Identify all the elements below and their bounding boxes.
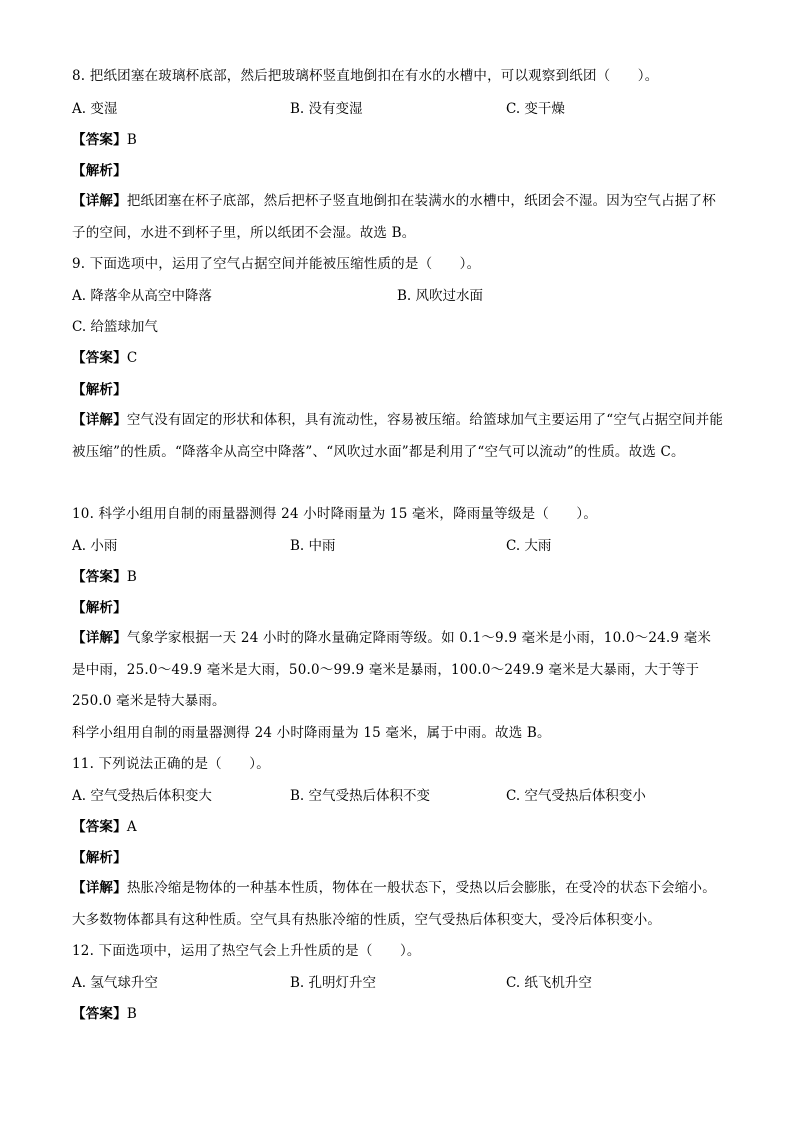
detail-tag: 【详解】 xyxy=(72,630,127,646)
question-stem: 11. 下列说法正确的是（ ）。 xyxy=(72,756,270,772)
question-stem: 9. 下面选项中，运用了空气占据空间并能被压缩性质的是（ ）。 xyxy=(72,256,481,272)
option-a: A. 小雨 xyxy=(72,538,118,554)
answer-line xyxy=(72,567,137,587)
detail-body: 气象学家根据一天 24 小时的降水量确定降雨等级。如 0.1～9.9 毫米是小雨，10.0～24.9 毫米是中雨，25.0～49.9 毫米是大雨，50.0～99.9 毫米是暴雨，100.0～249.9 毫米是大暴雨，大于等于 250.0 毫米是特大暴雨。 xyxy=(72,630,712,709)
detail-conclusion: 科学小组用自制的雨量器测得 24 小时降雨量为 15 毫米，属于中雨。故选 B。 xyxy=(72,725,551,741)
option-a: A. 变湿 xyxy=(72,101,118,117)
answer-value: B xyxy=(126,569,137,585)
option-b: B. 孔明灯升空 xyxy=(290,975,377,991)
analysis-tag: 【解析】 xyxy=(72,850,127,866)
option-c: C. 变干燥 xyxy=(506,101,565,117)
option-b: B. 风吹过水面 xyxy=(397,288,484,304)
answer-value: B xyxy=(126,132,137,148)
answer-tag: 【答案】 xyxy=(72,819,127,835)
detail-body: 把纸团塞在杯子底部，然后把杯子竖直地倒扣在装满水的水槽中，纸团会不湿。因为空气占据了杯子的空间，水进不到杯子里，所以纸团不会湿。故选 B。 xyxy=(72,193,716,241)
option-c: C. 纸飞机升空 xyxy=(506,975,592,991)
option-a: A. 空气受热后体积变大 xyxy=(72,788,212,804)
question-stem: 12. 下面选项中，运用了热空气会上升性质的是（ ）。 xyxy=(72,943,421,959)
option-b: B. 没有变湿 xyxy=(290,101,363,117)
detail-body: 空气没有固定的形状和体积，具有流动性，容易被压缩。给篮球加气主要运用了“空气占据空间并能被压缩”的性质。“降落伞从高空中降落”、“风吹过水面”都是利用了“空气可以流动”的性质。故选 C。 xyxy=(72,412,724,460)
option-c: C. 空气受热后体积变小 xyxy=(506,788,646,804)
analysis-tag: 【解析】 xyxy=(72,163,127,179)
analysis-tag: 【解析】 xyxy=(72,382,127,398)
answer-value: B xyxy=(126,1006,137,1022)
answer-value: A xyxy=(126,819,137,835)
option-c: C. 大雨 xyxy=(506,538,552,554)
answer-tag: 【答案】 xyxy=(72,569,127,585)
answer-line xyxy=(72,130,137,150)
analysis-tag: 【解析】 xyxy=(72,600,127,616)
detail-text xyxy=(72,873,724,936)
answer-line xyxy=(72,817,137,837)
option-b: B. 中雨 xyxy=(290,538,336,554)
detail-tag: 【详解】 xyxy=(72,412,127,428)
answer-value: C xyxy=(126,350,138,366)
option-a: A. 降落伞从高空中降落 xyxy=(72,288,212,304)
option-b: B. 空气受热后体积不变 xyxy=(290,788,431,804)
detail-tag: 【详解】 xyxy=(72,193,127,209)
answer-line xyxy=(72,1004,137,1024)
question-stem: 10. 科学小组用自制的雨量器测得 24 小时降雨量为 15 毫米，降雨量等级是（ ）。 xyxy=(72,506,598,522)
answer-tag: 【答案】 xyxy=(72,1006,127,1022)
answer-line xyxy=(72,348,137,368)
detail-tag: 【详解】 xyxy=(72,880,127,896)
detail-text xyxy=(72,623,724,718)
option-a: A. 氢气球升空 xyxy=(72,975,158,991)
answer-tag: 【答案】 xyxy=(72,350,127,366)
detail-body: 热胀冷缩是物体的一种基本性质，物体在一般状态下，受热以后会膨胀，在受冷的状态下会缩小。大多数物体都具有这种性质。空气具有热胀冷缩的性质，空气受热后体积变大，受冷后体积变小。 xyxy=(72,880,716,928)
detail-text xyxy=(72,405,724,468)
option-c: C. 给篮球加气 xyxy=(72,319,158,335)
detail-text xyxy=(72,186,724,249)
answer-tag: 【答案】 xyxy=(72,132,127,148)
question-stem: 8. 把纸团塞在玻璃杯底部，然后把玻璃杯竖直地倒扣在有水的水槽中，可以观察到纸团（ ）。 xyxy=(72,68,659,84)
